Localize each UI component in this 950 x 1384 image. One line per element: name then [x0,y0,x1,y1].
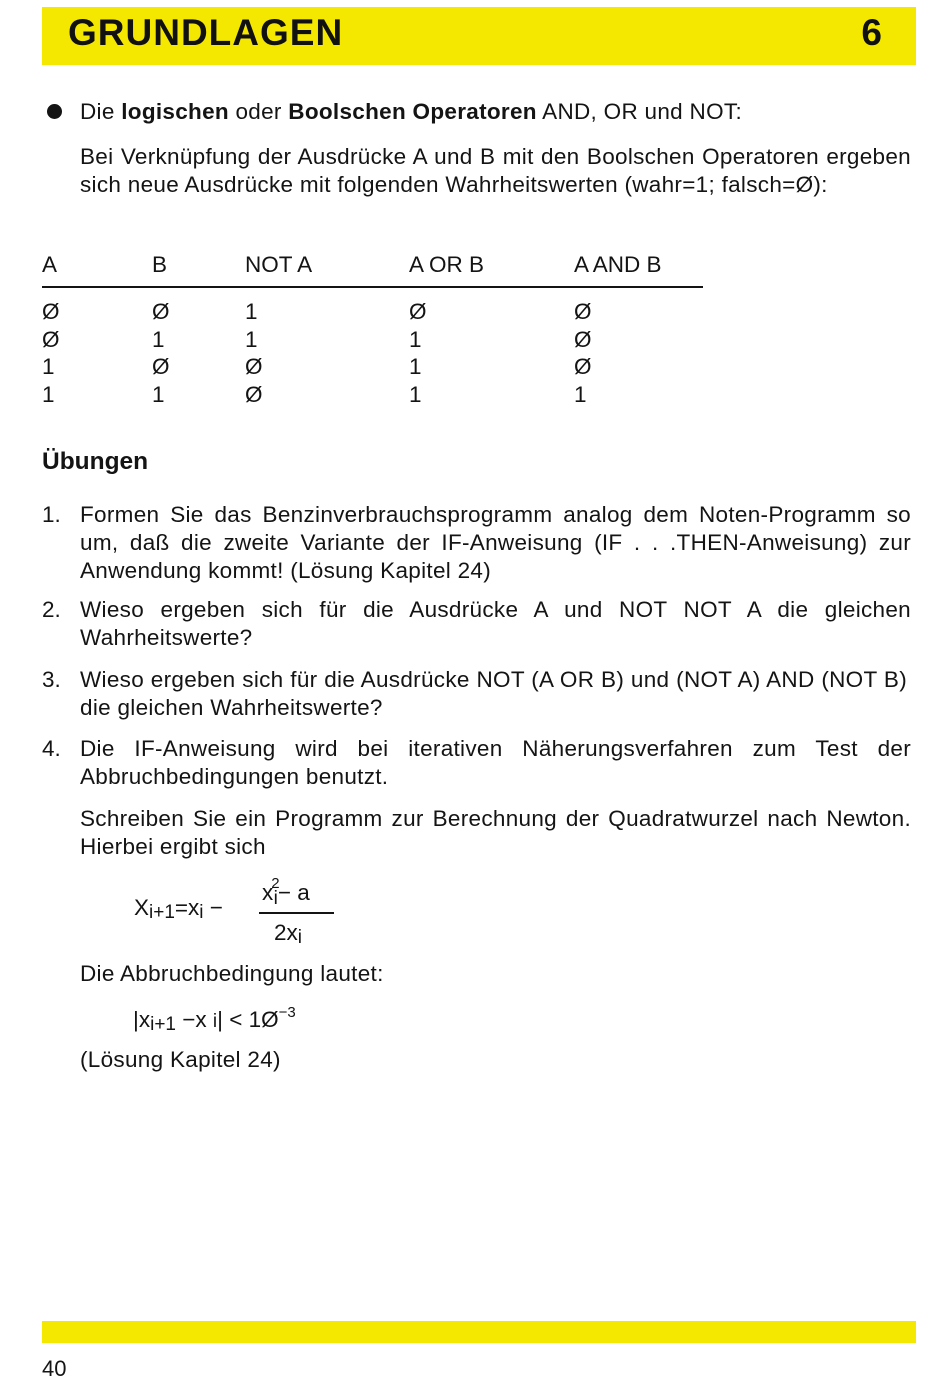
table-cell: Ø [409,299,427,324]
exercise-text: Formen Sie das Benzinverbrauchsprogramm analog dem Noten-Programm so um, daß die zweite Variante der IF-Anweisung (IF . . .THEN-Anweisung) zur Anwendung kommt! (Lösung Kapitel 24) [80,502,911,583]
intro-text-3: AND, OR und NOT: [536,99,742,124]
table-cell: Ø [245,354,263,379]
exercise-number: 2. [42,597,61,622]
intro-bold-operatoren: Boolschen Operatoren [288,99,537,124]
formula-symbol: 2x [274,920,298,945]
intro-paragraph: Bei Verknüpfung der Ausdrücke A und B mit den Boolschen Operatoren ergeben sich neue Ausdrücke mit folgenden Wahrheitswerten (wahr=1; falsch=Ø): [80,144,911,197]
formula-symbol: | < 1Ø [217,1007,279,1032]
intro-text-2: oder [228,99,289,124]
formula-numerator [262,875,310,909]
table-cell: 1 [574,382,587,407]
formula-symbol: − a [277,880,310,905]
chapter-number: 6 [861,12,882,53]
table-cell: Ø [152,299,170,324]
formula-subscript: i [212,1011,218,1032]
table-header-a-or-b: A OR B [409,252,485,277]
abbruch-text: Die Abbruchbedingung lautet: [80,961,384,986]
formula-superscript: −3 [278,1004,296,1021]
table-header-not-a: NOT A [245,252,313,277]
exercise-text: Wieso ergeben sich für die Ausdrücke NOT (A OR B) und (NOT A) AND (NOT B) die gleichen Wahrheitswerte? [80,667,907,720]
formula-minus: − [209,895,223,920]
newton-paragraph: Schreiben Sie ein Programm zur Berechnung der Quadratwurzel nach Newton. Hierbei ergibt sich [80,806,911,859]
page-number: 40 [42,1356,67,1381]
table-rule [42,286,703,288]
table-cell: 1 [245,327,258,352]
table-cell: Ø [574,327,592,352]
table-header-b: B [152,252,168,277]
formula-subscript: i+1 [150,1014,176,1035]
exercise-number: 3. [42,667,61,692]
table-cell: 1 [409,354,422,379]
table-cell: Ø [152,354,170,379]
formula-superscript: 2 [271,875,280,892]
table-header-a: A [42,252,58,277]
formula-symbol: −x [176,1007,213,1032]
exercise-text: Wieso ergeben sich für die Ausdrücke A und NOT NOT A die gleichen Wahrheitswerte? [80,597,911,650]
intro-text-1: Die [80,99,122,124]
formula-subscript: i+1 [149,902,175,923]
table-header-a-and-b: A AND B [574,252,662,277]
table-cell: 1 [409,327,422,352]
table-cell: 1 [42,382,55,407]
table-cell: Ø [245,382,263,407]
formula-symbol: |x [133,1007,151,1032]
intro-heading [80,98,742,126]
table-cell: 1 [409,382,422,407]
table-cell: 1 [245,299,258,324]
exercise-text: Die IF-Anweisung wird bei iterativen Näherungsverfahren zum Test der Abbruchbedingungen benutzt. [80,736,911,789]
table-cell: 1 [42,354,55,379]
table-cell: Ø [574,299,592,324]
exercise-number: 4. [42,736,61,761]
formula-subscript: i [199,902,204,923]
formula-denominator [274,920,302,949]
formula-symbol: X [134,895,150,920]
formula-symbol: x [262,880,274,905]
footer-bar [42,1321,916,1343]
solution-reference: (Lösung Kapitel 24) [80,1047,281,1072]
abbruch-condition [133,1004,296,1036]
formula-subscript: i [273,888,278,909]
bullet-icon [47,104,62,119]
formula-symbol: =x [174,895,200,920]
section-title: Übungen [42,448,149,475]
fraction-line [259,912,334,914]
table-cell: 1 [152,327,165,352]
exercise-number: 1. [42,502,61,527]
chapter-title: GRUNDLAGEN [68,12,344,53]
formula-lhs [134,895,223,924]
table-cell: Ø [42,299,60,324]
table-cell: Ø [42,327,60,352]
table-cell: Ø [574,354,592,379]
formula-subscript: i [297,927,302,948]
table-cell: 1 [152,382,165,407]
intro-bold-logischen: logischen [121,99,229,124]
